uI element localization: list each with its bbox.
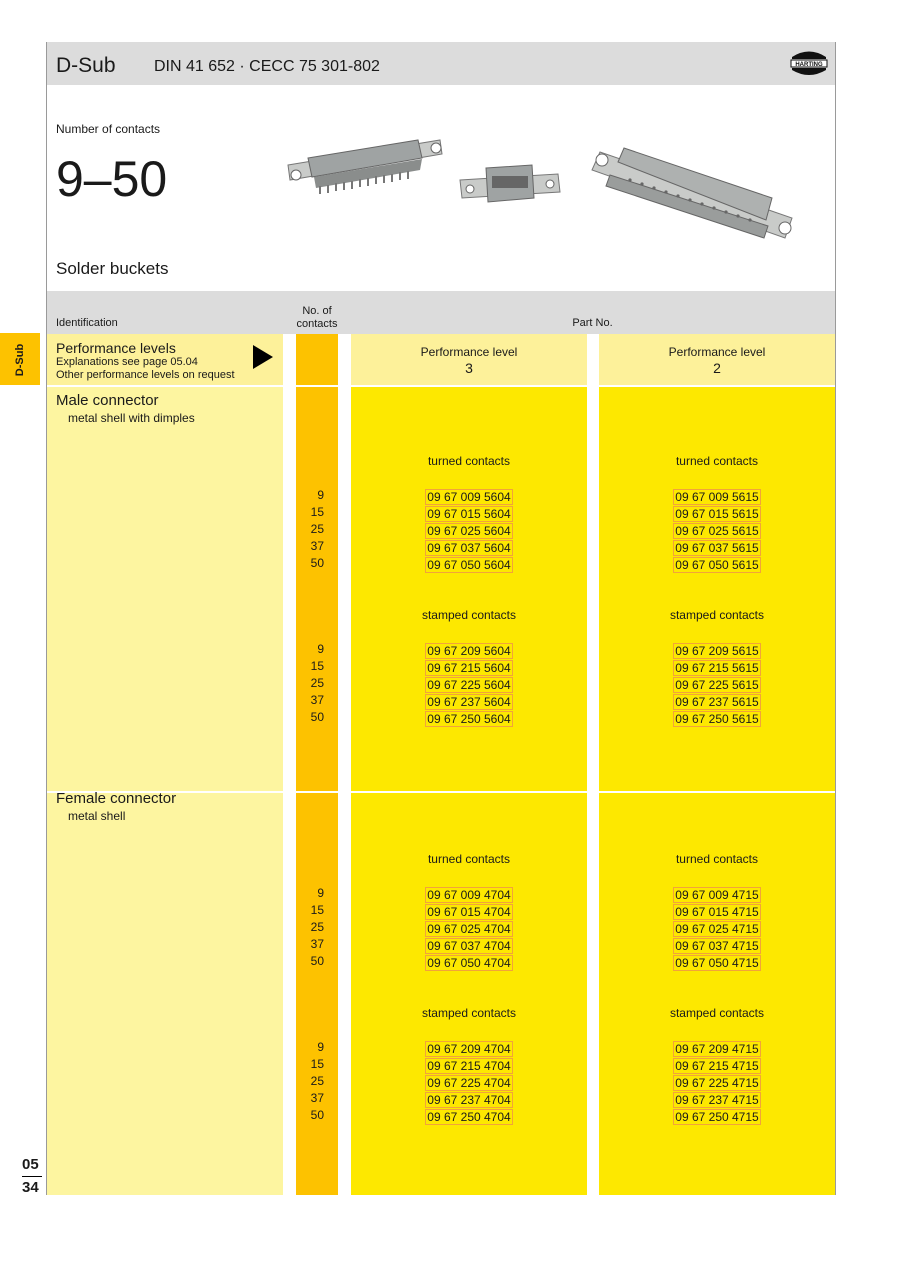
chapter-number: 05 [22, 1156, 39, 1173]
contacts-count: 25 [310, 920, 324, 934]
part-number-text: 09 67 025 5604 [427, 524, 511, 538]
part-number-text: 09 67 025 5615 [675, 524, 759, 538]
part-number-level-2 [599, 710, 835, 728]
section-subtitle: metal shell with dimples [68, 411, 195, 425]
page-number: 34 [22, 1179, 39, 1196]
part-number-text: 09 67 225 4715 [675, 1076, 759, 1090]
part-number-text: 09 67 215 5615 [675, 661, 759, 675]
part-number-level-3 [351, 1057, 587, 1075]
part-number-level-3 [351, 710, 587, 728]
part-number-level-3 [351, 903, 587, 921]
part-number-level-3 [351, 1091, 587, 1109]
female-connector-image [592, 148, 792, 238]
column-no-of-contacts [290, 305, 344, 331]
column-no-line1: No. of [302, 305, 332, 317]
part-number-text: 09 67 250 5604 [427, 712, 511, 726]
section-subtitle: metal shell [68, 809, 126, 823]
part-number-text: 09 67 037 4715 [675, 939, 759, 953]
part-number-text: 09 67 237 4704 [427, 1093, 511, 1107]
group-label: turned contacts [427, 852, 511, 866]
part-number-text: 09 67 209 5604 [427, 644, 511, 658]
part-number-text: 09 67 215 4704 [427, 1059, 511, 1073]
part-number-text: 09 67 237 5615 [675, 695, 759, 709]
column-part-no: Part No. [572, 317, 613, 329]
part-number-level-2 [599, 886, 835, 904]
part-number-level-2 [599, 556, 835, 574]
performance-level-2: 2 [713, 360, 721, 376]
part-number-level-2 [599, 1074, 835, 1092]
part-number-text: 09 67 225 5615 [675, 678, 759, 692]
product-photo [280, 120, 800, 260]
part-number-level-2 [599, 539, 835, 557]
part-number-text: 09 67 050 5615 [675, 558, 759, 572]
group-label: stamped contacts [421, 1006, 517, 1020]
row-separator [47, 385, 835, 387]
contacts-count: 25 [310, 1074, 324, 1088]
performance-level-3: 3 [465, 360, 473, 376]
part-number-level-2 [599, 1091, 835, 1109]
contacts-count: 37 [310, 1091, 324, 1105]
part-number-text: 09 67 209 4715 [675, 1042, 759, 1056]
chapter-tab-label: D-Sub [14, 343, 26, 377]
part-number-text: 09 67 009 5604 [427, 490, 511, 504]
performance-level-heading: Performance level [668, 345, 766, 359]
contacts-count: 9 [317, 1040, 324, 1054]
part-number-text: 09 67 025 4715 [675, 922, 759, 936]
column-identification: Identification [56, 317, 118, 329]
part-number-level-2 [599, 693, 835, 711]
part-number-level-3 [351, 539, 587, 557]
contacts-count: 37 [310, 539, 324, 553]
part-number-text: 09 67 037 4704 [427, 939, 511, 953]
part-number-level-3 [351, 505, 587, 523]
part-number-text: 09 67 015 5615 [675, 507, 759, 521]
part-number-level-3 [351, 1040, 587, 1058]
part-number-level-3 [351, 522, 587, 540]
part-number-text: 09 67 009 4715 [675, 888, 759, 902]
contacts-count: 15 [310, 1057, 324, 1071]
part-number-level-3 [351, 659, 587, 677]
part-number-level-2 [599, 954, 835, 972]
part-number-text: 09 67 250 4704 [427, 1110, 511, 1124]
part-number-text: 09 67 225 4704 [427, 1076, 511, 1090]
logo-text: HARTING [795, 62, 823, 68]
part-number-text: 09 67 037 5615 [675, 541, 759, 555]
contacts-count: 50 [310, 710, 324, 724]
performance-title: Performance levels [56, 340, 176, 356]
section-title: Female connector [56, 790, 177, 807]
part-number-level-2 [599, 676, 835, 694]
page-title: D-Sub [56, 54, 116, 77]
part-number-text: 09 67 025 4704 [427, 922, 511, 936]
performance-note-1: Explanations see page 05.04 [56, 356, 198, 368]
contacts-count: 50 [310, 1108, 324, 1122]
part-number-text: 09 67 009 4704 [427, 888, 511, 902]
part-number-level-3 [351, 1108, 587, 1126]
part-number-level-2 [599, 642, 835, 660]
part-number-level-3 [351, 937, 587, 955]
part-number-level-3 [351, 488, 587, 506]
contacts-count: 25 [310, 676, 324, 690]
contacts-count: 37 [310, 693, 324, 707]
contacts-count: 15 [310, 659, 324, 673]
group-label: turned contacts [675, 852, 759, 866]
part-number-text: 09 67 215 5604 [427, 661, 511, 675]
part-number-level-3 [351, 886, 587, 904]
part-number-level-3 [351, 642, 587, 660]
part-number-level-2 [599, 505, 835, 523]
part-number-level-3 [351, 1074, 587, 1092]
contacts-count: 37 [310, 937, 324, 951]
contacts-count: 50 [310, 556, 324, 570]
part-number-text: 09 67 225 5604 [427, 678, 511, 692]
part-number-level-3 [351, 676, 587, 694]
performance-level-heading: Performance level [420, 345, 518, 359]
male-connector-image [288, 140, 442, 194]
part-number-text: 09 67 050 4704 [427, 956, 511, 970]
part-number-level-3 [351, 920, 587, 938]
contacts-count: 15 [310, 505, 324, 519]
column-no-line2: contacts [296, 318, 338, 330]
product-type: Solder buckets [56, 259, 169, 278]
group-label: stamped contacts [669, 1006, 765, 1020]
section-title: Male connector [56, 392, 159, 409]
part-number-text: 09 67 015 5604 [427, 507, 511, 521]
part-number-text: 09 67 015 4704 [427, 905, 511, 919]
small-connector-image [460, 165, 560, 202]
contacts-label: Number of contacts [56, 122, 161, 136]
part-number-level-3 [351, 954, 587, 972]
arrow-right-icon [253, 345, 273, 369]
contacts-count: 50 [310, 954, 324, 968]
part-number-text: 09 67 250 4715 [675, 1110, 759, 1124]
part-number-level-2 [599, 488, 835, 506]
right-rule [835, 42, 836, 1195]
page-subtitle: DIN 41 652 · CECC 75 301-802 [154, 58, 380, 75]
part-number-text: 09 67 015 4715 [675, 905, 759, 919]
part-number-text: 09 67 209 5615 [675, 644, 759, 658]
part-number-text: 09 67 209 4704 [427, 1042, 511, 1056]
part-number-level-2 [599, 522, 835, 540]
contacts-count: 9 [317, 886, 324, 900]
part-number-text: 09 67 050 5604 [427, 558, 511, 572]
part-number-level-2 [599, 903, 835, 921]
group-label: turned contacts [675, 454, 759, 468]
part-number-text: 09 67 215 4715 [675, 1059, 759, 1073]
part-number-text: 09 67 037 5604 [427, 541, 511, 555]
group-label: stamped contacts [421, 608, 517, 622]
part-number-text: 09 67 009 5615 [675, 490, 759, 504]
contacts-count: 9 [317, 642, 324, 656]
part-number-level-3 [351, 556, 587, 574]
harting-logo [789, 48, 829, 78]
part-number-level-2 [599, 920, 835, 938]
part-number-text: 09 67 050 4715 [675, 956, 759, 970]
part-number-level-2 [599, 1040, 835, 1058]
part-number-text: 09 67 250 5615 [675, 712, 759, 726]
group-label: turned contacts [427, 454, 511, 468]
performance-note-2: Other performance levels on request [56, 369, 235, 381]
group-label: stamped contacts [669, 608, 765, 622]
part-number-level-2 [599, 659, 835, 677]
contacts-count: 25 [310, 522, 324, 536]
contacts-range: 9–50 [56, 151, 168, 207]
part-number-level-2 [599, 937, 835, 955]
contacts-count: 9 [317, 488, 324, 502]
part-number-level-3 [351, 693, 587, 711]
part-number-level-2 [599, 1057, 835, 1075]
contacts-count: 15 [310, 903, 324, 917]
page-number-divider [22, 1176, 42, 1177]
part-number-text: 09 67 237 5604 [427, 695, 511, 709]
part-number-level-2 [599, 1108, 835, 1126]
part-number-text: 09 67 237 4715 [675, 1093, 759, 1107]
